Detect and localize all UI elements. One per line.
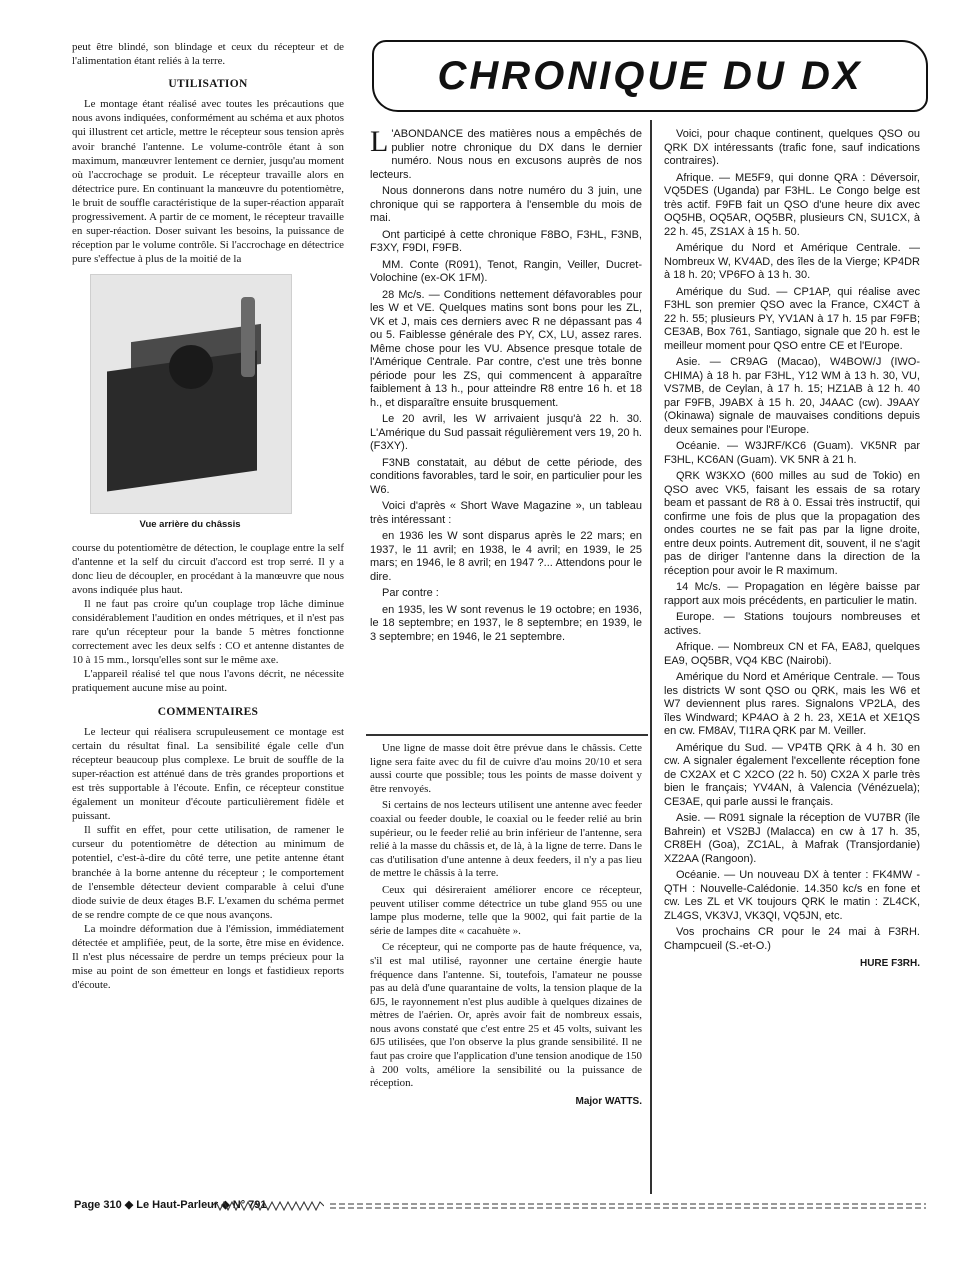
mm-paragraph: MM. Conte (R091), Tenot, Rangin, Veiller, Ducret-Volochine (ex-OK 1FM). (370, 258, 642, 284)
right-column (664, 128, 920, 974)
chronique-banner (372, 40, 928, 112)
prochains-paragraph: Vos prochains CR pour le 24 mai à F3RH. Champcueil (S.-et-O.) (664, 926, 920, 952)
donnerons-paragraph: Nous donnerons dans notre numéro du 3 juin, une chronique qui se rapportera à l'ensemble du mois de mai. (370, 185, 642, 224)
swm-paragraph: Voici d'après « Short Wave Magazine », un tableau très intéressant : (370, 500, 642, 526)
course-paragraph: course du potentiomètre de détection, le couplage entre la self d'antenne et la self du circuit d'accord est trop serré. Il y a donc lieu de découpler, en procédant à la manœuvre que nous avons indiquée plus haut. (72, 541, 344, 596)
utilisation-paragraph: Le montage étant réalisé avec toutes les précautions que nous avons indiquées, conformément au schéma et aux photos qui illustrent cet article, mettre le récepteur sous tension après avoir branché l'antenne. Le volume-contrôle étant à son maximum, manœuvrer lentement ce dernier, jusqu'au moment où l'accrochage se produit. Le récepteur travaille alors en détectrice pure. En continuant la manœuvre du potentiomètre, le bruit de souffle caractéristique de la super-réaction apparaît progressivement. A partir de ce moment, le récepteur travaille en super-réaction. Doser suivant les besoins, la puissance de réception par le volume contrôle. Si l'accrochage en détectrice pure s'effectue à plus de la moitié de la (72, 98, 344, 266)
abondance-text: 'ABONDANCE des matières nous a empêchés de publier notre chronique du DX dans le dernier numéro. Nous nous en excusons auprès de nos lecteurs. (370, 128, 642, 181)
column-divider (650, 120, 652, 1194)
year-1936-paragraph: en 1936 les W sont disparus après le 22 mars; en 1937, le 11 avril; en 1938, le 4 avril; en 1939, le 25 mars; en 1946, le 8 avril; en 1947 ?... Attendons pour le dire. (370, 530, 642, 583)
lecteur-paragraph: Le lecteur qui réalisera scrupuleusement ce montage est certain du résultat final. La sensibilité égale celle d'un récepteur beaucoup plus complexe. Le bruit de souffle de la super-réaction est atténué dans de très grandes proportions et est très supportable à l'écoute. Enfin, ce récepteur constitue également un moniteur d'écoute particulièrement fidèle et puissant. (72, 725, 344, 823)
photo-caption: Vue arrière du châssis (139, 519, 241, 531)
couplage-paragraph: Il ne faut pas croire qu'un couplage trop lâche diminue considérablement l'audition en ondes métriques, et il n'est pas rare qu'un récepteur pour la bande 5 mètres fonctionne correctement avec les deux selfs : CO et antenne distantes de 10 à 15 mm., lorsqu'elles sont sur le même axe. (72, 597, 344, 667)
suffit-paragraph: Il suffit en effet, pour cette utilisation, de ramener le curseur du potentiomètre de détection au minimum de potentiel, c'est-à-dire du côté terre, une petite antenne étant branchée à la borne antenne du récepteur ; le comportement de l'ensemble détecteur devient comparable à celui d'une diode suivie de deux étages B.F. L'examen du schéma permet de se rendre compte de ce que nous avançons. (72, 824, 344, 921)
author-signature: Major WATTS. (575, 1095, 642, 1107)
oceanie-14-paragraph: Océanie. — Un nouveau DX à tenter : FK4MW - QTH : Nouvelle-Calédonie. 14.350 kc/s en fone et cw. Les ZL et VK toujours QRK le matin : ZL4CK, ZL4GS, VK3VJ, VK3QI, VQ5JN, etc. (664, 869, 920, 922)
participe-paragraph: Ont participé à cette chronique F8BO, F3HL, F3NB, F3XY, F9DI, F9FB. (370, 228, 642, 254)
afrique-paragraph: Afrique. — ME5F9, qui donne QRA : Déversoir, VQ5DES (Uganda) par F3HL. Le Congo belge est très actif. F9FB fait un QSO d'une heure dix avec OQ5HB, OQ5AR, OQ5BR, plusieurs CN, SU1CX, à 22 h. 45, ZS1AX à 15 h. 50. (664, 171, 920, 238)
page-footer: Page 310 ◆ Le Haut-Parleur ◆ N° 791 (74, 1199, 267, 1211)
avril-paragraph: Le 20 avril, les W arrivaient jusqu'à 22 h. 30. L'Amérique du Sud passait régulièrement vers 19, 20 h. (F3XY). (370, 413, 642, 452)
masse-article (370, 742, 642, 1111)
banner-title: CHRONIQUE DU DX (437, 53, 863, 98)
intro-paragraph: peut être blindé, son blindage et ceux du récepteur et de l'alimentation étant reliés à la terre. (72, 41, 344, 68)
left-column (72, 40, 344, 992)
year-1935-paragraph: en 1935, les W sont revenus le 19 octobre; en 1936, le 18 septembre; en 1937, le 8 septembre; en 1939, le 3 septembre; en 1946, le 21 septembre. (370, 603, 642, 643)
afrique-14-paragraph: Afrique. — Nombreux CN et FA, EA8J, quelques EA9, OQ5BR, VQ4 KBC (Nairobi). (664, 641, 920, 667)
antenne-paragraph: Si certains de nos lecteurs utilisent une antenne avec feeder coaxial ou feeder double, le coaxial ou le feeder relié au brin supérieur, ou le feeder relié au brin inférieur de l'antenne, sera relié à la masse du châssis et, de là, à la ligne de terre. Dans le cas d'utilisation d'une antenne à deux feeders, il n'y a pas lieu de mettre le châssis à la terre. (370, 799, 642, 880)
footer-ornament-left (212, 1200, 324, 1212)
asie-paragraph: Asie. — CR9AG (Macao), W4BOW/J (IWO-CHIMA) à 18 h. par F3HL, Y12 WM à 13 h. 30, VU, VS7MB, de Ceylan, à 17 h. 15; HZ1AB à 12 h. 40 par F9FB, J9ABX à 15 h. 20, J4AAC (cw). J9AAY (Okinawa) signale de mauvaises conditions depuis deux semaines pour l'Europe. (664, 356, 920, 436)
drop-cap: L (370, 125, 389, 158)
deformation-paragraph: La moindre déformation due à l'émission, immédiatement détectée et amplifiée, peut, de la sorte, être mise en évidence. Il n'est plus nécessaire de perdre un temps précieux pour la mise au point de son émetteur en longs et fastidieux reports d'écoute. (72, 922, 344, 992)
europe-paragraph: Europe. — Stations toujours nombreuses et actives. (664, 611, 920, 637)
article-divider (366, 734, 648, 736)
chronique-column (370, 125, 642, 647)
ameliorer-paragraph: Ceux qui désireraient améliorer encore ce récepteur, peuvent utiliser comme détectrice un tube gland 955 ou une lampe plus moderne, telle que la 9002, qui fait partie de la série de lampes dite « cacahuète ». (370, 883, 642, 937)
chassis-photo (90, 274, 292, 514)
heading-utilisation: UTILISATION (168, 78, 248, 91)
heading-commentaires: COMMENTAIRES (157, 705, 259, 718)
amerique-sud-14-paragraph: Amérique du Sud. — VP4TB QRK à 4 h. 30 en cw. A signaler également l'excellente réception fone de CX2AX et C X2CO (22 h. 50) CX2A X parle très bien le français; YV4AN, à Valencia (Vénézuela); CE3AE, qui parle aussi le français. (664, 741, 920, 808)
chronique-signature: HURE F3RH. (859, 958, 920, 969)
band-14-paragraph: 14 Mc/s. — Propagation en légère baisse par rapport aux mois précédents, en particulier le matin. (664, 581, 920, 607)
footer-ornament-right (330, 1200, 926, 1212)
antenna-post (241, 297, 255, 377)
par-contre-paragraph: Par contre : (382, 587, 439, 599)
f3nb-paragraph: F3NB constatait, au début de cette période, des conditions favorables, tard le soir, en particulier pour les W6. (370, 456, 642, 496)
ligne-paragraph: Une ligne de masse doit être prévue dans le châssis. Cette ligne sera faite avec du fil de cuivre d'au moins 20/10 et sera aussi courte que possible; tous les points de masse doivent y être renvoyés. (370, 742, 642, 795)
band-28-paragraph: 28 Mc/s. — Conditions nettement défavorables pour les W et VE. Quelques matins sont bons pour les ZL, VK et J, mais ces derniers avec R ne dépassant pas 4 ou 5. Faiblesse générale des PY, CX, LU, assez rares. Même chose pour les VU. Absence presque totale de l'Amérique Centrale. Par contre, c'est une très bonne période pour les ZS, qui commencent à apparaître faiblement à 13 h., pour atteindre R8 entre 16 h. et 18 h., et disparaître ensuite brusquement. (370, 288, 642, 409)
amerique-sud-paragraph: Amérique du Sud. — CP1AP, qui réalise avec F3HL son premier QSO avec la France, CX4CT à 22 h. 55; plusieurs PY, YV1AN à 17 h. 15 par F9FB; CE3AB, Box 761, Santiago, signale que 20 h. est le meilleur moment pour QSO entre CE et l'Europe. (664, 285, 920, 352)
abondance-paragraph (370, 125, 642, 182)
amerique-nord-paragraph: Amérique du Nord et Amérique Centrale. — Nombreux W, KV4AD, des îles de la Vierge; KP4DR à 18 h. 20; VP6FO à 13 h. 30. (664, 242, 920, 281)
appareil-paragraph: L'appareil réalisé tel que nous l'avons décrit, ne nécessite pratiquement aucune mise au point. (72, 668, 344, 695)
amerique-nord-14-paragraph: Amérique du Nord et Amérique Centrale. — Tous les districts W sont QSO ou QRK, mais les W6 et W7 deviennent plus rares. Signalons VP2LA, des îles Windward; KP4AO à 2 h. 23, XE1A et XE1QS en cw. FM8AV, TI1RA QRK par M. Veiller. (664, 671, 920, 737)
haute-paragraph: Ce récepteur, qui ne comporte pas de haute fréquence, va, s'il est mal utilisé, rayonner une certaine énergie haute fréquence dans l'antenne. Si, toutefois, l'amateur ne pousse pas au delà d'une quarantaine de volts, la tension plaque de la 6J5, le rayonnement n'est plus audible à quelques dizaines de mètres de l'aérien. Or, après avoir fait de nombreux essais, nous avons constaté que c'est entre 25 et 45 volts, suivant les 6J5 utilisées, que l'on observe la plus grande sensibilité. Il ne faut pas croire que l'application d'une tension anodique de 150 à 200 volts, améliore la sensibilité ou la puissance de réception. (370, 941, 642, 1090)
oceanie-paragraph: Océanie. — W3JRF/KC6 (Guam). VK5NR par F3HL, KC6AN (Guam). VK 5NR à 21 h. (664, 440, 920, 466)
asie-14-paragraph: Asie. — R091 signale la réception de VU7BR (île Bahrein) et VS2BJ (Malacca) en cw à 17 h. 35, CR8EH (Goa), ZC1AL, à Mafrak (Transjordanie) XZ2AA (Rangoon). (664, 812, 920, 865)
voici-paragraph: Voici, pour chaque continent, quelques QSO ou QRK DX intéressants (trafic fone, sauf indications contraires). (664, 128, 920, 167)
qrk-paragraph: QRK W3KXO (600 milles au sud de Tokio) en QSO avec VK5, faisant les essais de sa rotary beam et passant de R8 à 0. Essai très instructif, qui confirme une fois de plus que la propagation des ondes courtes ne se fait pas par la ligne droite, entre deux points. Autrement dit, souvent, il ne s'agit pas de diriger l'antenne dans la direction de la réception pour avoir le R maximum. (664, 470, 920, 577)
